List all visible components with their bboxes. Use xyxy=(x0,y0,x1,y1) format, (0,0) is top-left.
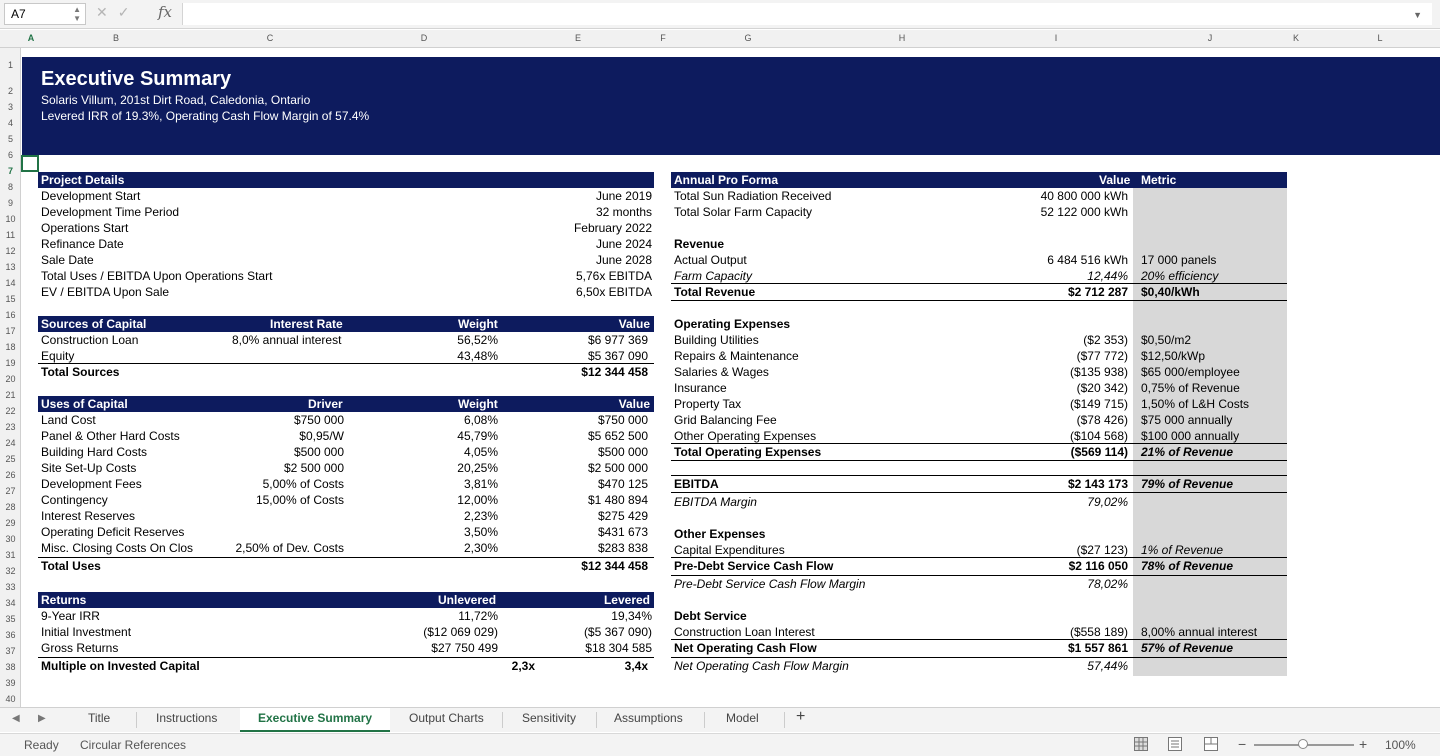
status-bar xyxy=(0,733,1440,756)
proforma-metric: $100 000 annually xyxy=(1141,429,1240,443)
tab-output-charts[interactable]: Output Charts xyxy=(409,711,484,725)
proforma-value: 57,44% xyxy=(1087,659,1128,673)
proforma-metric: 79% of Revenue xyxy=(1141,477,1234,491)
netocf-top-rule xyxy=(671,639,1287,640)
return-levered: ($5 367 090) xyxy=(583,625,652,639)
use-label: Development Fees xyxy=(41,477,142,491)
proforma-label: Building Utilities xyxy=(674,333,759,347)
row-header[interactable]: 34 xyxy=(5,598,16,608)
tab-divider xyxy=(784,712,785,728)
row-header[interactable]: 9 xyxy=(7,198,13,208)
row-header[interactable]: 22 xyxy=(5,406,16,416)
column-label: Interest Rate xyxy=(270,317,343,331)
source-value: $5 367 090 xyxy=(587,349,648,363)
proforma-metric: 21% of Revenue xyxy=(1141,445,1234,459)
column-headers xyxy=(0,30,1440,48)
column-header[interactable]: J xyxy=(1207,33,1213,43)
source-label: Construction Loan xyxy=(41,333,139,347)
use-value: $431 673 xyxy=(597,525,648,539)
use-label: Misc. Closing Costs On Clos xyxy=(41,541,193,555)
proforma-section-title: Debt Service xyxy=(674,609,747,623)
use-driver: 15,00% of Costs xyxy=(255,493,344,507)
section-title: Uses of Capital xyxy=(41,397,128,411)
moic-row xyxy=(38,657,654,674)
row-header[interactable]: 7 xyxy=(7,166,13,176)
column-label: Value xyxy=(1099,173,1131,187)
insert-function-icon[interactable]: fx xyxy=(158,3,173,21)
project-detail-label: Sale Date xyxy=(41,253,94,267)
total-uses-row xyxy=(38,557,654,574)
column-label: Weight xyxy=(458,397,498,411)
uses-header xyxy=(38,396,654,412)
row-header[interactable]: 21 xyxy=(5,390,16,400)
proforma-metric: 17 000 panels xyxy=(1141,253,1217,267)
expand-formula-icon[interactable]: ▼ xyxy=(1413,10,1422,20)
row-header[interactable]: 8 xyxy=(7,182,13,192)
row-header[interactable]: 1 xyxy=(7,60,13,70)
tab-executive-summary[interactable]: Executive Summary xyxy=(258,711,373,725)
page-title: Executive Summary xyxy=(41,68,232,90)
tab-model[interactable]: Model xyxy=(726,711,759,725)
column-header[interactable]: L xyxy=(1377,33,1383,43)
row-header[interactable]: 28 xyxy=(5,502,16,512)
column-header[interactable]: G xyxy=(744,33,752,43)
normal-view-icon[interactable] xyxy=(1134,737,1148,754)
tab-divider xyxy=(596,712,597,728)
cancel-icon[interactable]: ✕ xyxy=(96,4,118,20)
proforma-label: Salaries & Wages xyxy=(674,365,769,379)
proforma-value: 12,44% xyxy=(1087,269,1128,283)
moic-levered: 3,4x xyxy=(624,659,648,673)
sources-header xyxy=(38,316,654,332)
source-label: Equity xyxy=(41,349,75,363)
status-ready: Ready xyxy=(24,738,59,752)
proforma-metric: $0,50/m2 xyxy=(1141,333,1192,347)
use-label: Interest Reserves xyxy=(41,509,136,523)
use-driver: $750 000 xyxy=(293,413,344,427)
add-sheet-icon[interactable]: + xyxy=(796,708,806,725)
row-header[interactable]: 3 xyxy=(7,102,13,112)
selected-cell[interactable] xyxy=(21,155,39,172)
row-header[interactable]: 17 xyxy=(5,326,16,336)
row-header[interactable]: 19 xyxy=(5,358,16,368)
use-value: $500 000 xyxy=(597,445,648,459)
proforma-label: Net Operating Cash Flow Margin xyxy=(674,659,849,673)
total-value: $12 344 458 xyxy=(581,559,648,573)
total-rule xyxy=(671,443,1287,444)
return-label: Initial Investment xyxy=(41,625,132,639)
proforma-label: Actual Output xyxy=(674,253,747,267)
total-label: Total Uses xyxy=(41,559,101,573)
opex-bottom-rule xyxy=(671,460,1287,461)
return-unlevered: ($12 069 029) xyxy=(423,625,498,639)
proforma-value: $1 557 861 xyxy=(1067,641,1128,655)
proforma-label: Construction Loan Interest xyxy=(674,625,815,639)
total-sources-row xyxy=(38,363,654,380)
proforma-header xyxy=(671,172,1287,188)
return-label: 9-Year IRR xyxy=(41,609,100,623)
returns-header xyxy=(38,592,654,608)
proforma-value: ($104 568) xyxy=(1069,429,1128,443)
column-header[interactable]: F xyxy=(660,33,666,43)
proforma-value: 52 122 000 kWh xyxy=(1040,205,1128,219)
row-header[interactable]: 10 xyxy=(5,214,16,224)
row-header[interactable]: 26 xyxy=(5,470,16,480)
ebitda-bottom-rule xyxy=(671,492,1287,493)
proforma-value: ($20 342) xyxy=(1076,381,1128,395)
total-rule xyxy=(671,475,1287,476)
tab-divider xyxy=(704,712,705,728)
capex-rule xyxy=(671,575,1287,576)
row-header[interactable]: 20 xyxy=(5,374,16,384)
use-weight: 6,08% xyxy=(463,413,498,427)
row-headers xyxy=(0,48,21,708)
proforma-label: Total Operating Expenses xyxy=(674,445,822,459)
proforma-metric: 20% efficiency xyxy=(1141,269,1219,283)
proforma-metric: 57% of Revenue xyxy=(1141,641,1234,655)
zoom-level[interactable]: 100% xyxy=(1385,738,1416,752)
row-header[interactable]: 23 xyxy=(5,422,16,432)
predebt-rule xyxy=(671,557,1287,558)
use-label: Land Cost xyxy=(41,413,96,427)
column-header[interactable]: K xyxy=(1292,33,1300,43)
proforma-value: ($2 353) xyxy=(1083,333,1128,347)
section-title: Annual Pro Forma xyxy=(674,173,779,187)
formula-input[interactable] xyxy=(182,3,1432,25)
proforma-metric: 8,00% annual interest xyxy=(1141,625,1258,639)
proforma-value: ($135 938) xyxy=(1069,365,1128,379)
project-detail-value: 32 months xyxy=(595,205,652,219)
proforma-metric: $65 000/employee xyxy=(1141,365,1240,379)
proforma-section-title: Other Expenses xyxy=(674,527,766,541)
prev-sheet-icon[interactable]: ◀ xyxy=(12,713,20,724)
use-driver: $500 000 xyxy=(293,445,344,459)
total-rule xyxy=(671,283,1287,284)
tab-assumptions[interactable]: Assumptions xyxy=(614,711,683,725)
use-value: $1 480 894 xyxy=(587,493,648,507)
proforma-label: Repairs & Maintenance xyxy=(674,349,799,363)
use-value: $5 652 500 xyxy=(587,429,648,443)
use-value: $750 000 xyxy=(597,413,648,427)
use-label: Contingency xyxy=(41,493,108,507)
column-header[interactable]: D xyxy=(420,33,428,43)
project-detail-value: February 2022 xyxy=(573,221,652,235)
proforma-metric: 78% of Revenue xyxy=(1141,559,1234,573)
proforma-label: Pre-Debt Service Cash Flow Margin xyxy=(674,577,866,591)
row-header[interactable]: 39 xyxy=(5,678,16,688)
use-weight: 3,50% xyxy=(463,525,498,539)
source-rate: 8,0% annual interest xyxy=(232,333,342,347)
section-title: Returns xyxy=(41,593,87,607)
revenue-bottom-rule xyxy=(671,300,1287,301)
tab-title[interactable]: Title xyxy=(88,711,111,725)
proforma-label: Farm Capacity xyxy=(674,269,753,283)
project-details-header xyxy=(38,172,654,188)
row-header[interactable]: 18 xyxy=(5,342,16,352)
column-label: Driver xyxy=(308,397,343,411)
page-layout-icon[interactable] xyxy=(1168,737,1182,754)
use-value: $470 125 xyxy=(597,477,648,491)
proforma-metric: $75 000 annually xyxy=(1141,413,1233,427)
proforma-label: Pre-Debt Service Cash Flow xyxy=(674,559,834,573)
project-detail-label: Development Start xyxy=(41,189,141,203)
row-header[interactable]: 31 xyxy=(5,550,16,560)
column-header[interactable]: E xyxy=(574,33,582,43)
use-weight: 20,25% xyxy=(457,461,498,475)
use-driver: $2 500 000 xyxy=(283,461,344,475)
summary-banner xyxy=(22,57,1440,155)
cell-reference: A7 xyxy=(11,7,26,21)
formula-bar xyxy=(0,0,1440,29)
return-levered: 19,34% xyxy=(611,609,652,623)
tab-divider xyxy=(136,712,137,728)
use-driver: 5,00% of Costs xyxy=(262,477,344,491)
row-header[interactable]: 36 xyxy=(5,630,16,640)
column-label: Weight xyxy=(458,317,498,331)
project-detail-value: June 2024 xyxy=(595,237,652,251)
row-header[interactable]: 30 xyxy=(5,534,16,544)
proforma-value: ($149 715) xyxy=(1069,397,1128,411)
use-driver: 2,50% of Dev. Costs xyxy=(235,541,344,555)
use-driver: $0,95/W xyxy=(299,429,344,443)
row-header[interactable]: 6 xyxy=(7,150,13,160)
row-header[interactable]: 40 xyxy=(5,694,16,704)
project-detail-value: June 2028 xyxy=(595,253,652,267)
column-label: Value xyxy=(618,317,650,331)
project-detail-label: EV / EBITDA Upon Sale xyxy=(41,285,170,299)
return-unlevered: 11,72% xyxy=(458,609,498,623)
proforma-value: ($558 189) xyxy=(1069,625,1128,639)
proforma-label: Total Revenue xyxy=(674,285,756,299)
use-value: $283 838 xyxy=(597,541,648,555)
proforma-label: Grid Balancing Fee xyxy=(674,413,777,427)
proforma-value: 78,02% xyxy=(1087,577,1128,591)
project-detail-label: Total Uses / EBITDA Upon Operations Start xyxy=(41,269,273,283)
use-label: Panel & Other Hard Costs xyxy=(41,429,180,443)
project-detail-label: Development Time Period xyxy=(41,205,180,219)
use-label: Operating Deficit Reserves xyxy=(41,525,185,539)
proforma-label: EBITDA xyxy=(674,477,719,491)
proforma-metric: 0,75% of Revenue xyxy=(1141,381,1240,395)
confirm-icon[interactable]: ✓ xyxy=(117,4,140,20)
use-value: $275 429 xyxy=(597,509,648,523)
proforma-label: Other Operating Expenses xyxy=(674,429,817,443)
column-label: Levered xyxy=(603,593,650,607)
proforma-metric: $0,40/kWh xyxy=(1141,285,1200,299)
tab-sensitivity[interactable]: Sensitivity xyxy=(522,711,577,725)
proforma-value: 40 800 000 kWh xyxy=(1040,189,1128,203)
source-weight: 56,52% xyxy=(457,333,498,347)
proforma-metric: 1% of Revenue xyxy=(1141,543,1224,557)
tab-instructions[interactable]: Instructions xyxy=(156,711,218,725)
banner-subtitle: Levered IRR of 19.3%, Operating Cash Flow Margin of 57.4% xyxy=(41,109,370,123)
total-label: Total Sources xyxy=(41,365,120,379)
section-title: Sources of Capital xyxy=(41,317,147,331)
row-header[interactable]: 2 xyxy=(7,86,13,96)
section-title: Project Details xyxy=(41,173,125,187)
proforma-value: $2 116 050 xyxy=(1068,559,1128,573)
use-weight: 3,81% xyxy=(463,477,498,491)
zoom-out-icon[interactable]: − xyxy=(1238,736,1247,752)
project-detail-label: Refinance Date xyxy=(41,237,124,251)
proforma-section-title: Operating Expenses xyxy=(674,317,791,331)
column-header[interactable]: A xyxy=(27,33,35,43)
source-weight: 43,48% xyxy=(457,349,498,363)
total-label: Multiple on Invested Capital xyxy=(41,659,200,673)
row-header[interactable]: 13 xyxy=(5,262,16,272)
column-header[interactable]: C xyxy=(266,33,274,43)
row-header[interactable]: 35 xyxy=(5,614,16,624)
project-detail-value: 5,76x EBITDA xyxy=(575,269,652,283)
moic-unlevered: 2,3x xyxy=(511,659,535,673)
row-header[interactable]: 27 xyxy=(5,486,16,496)
proforma-metric: 1,50% of L&H Costs xyxy=(1141,397,1250,411)
proforma-value: ($569 114) xyxy=(1070,445,1128,459)
proforma-label: Property Tax xyxy=(674,397,742,411)
use-weight: 2,30% xyxy=(463,541,498,555)
proforma-metric: $12,50/kWp xyxy=(1141,349,1206,363)
row-header[interactable]: 11 xyxy=(5,230,16,240)
status-circular-references[interactable]: Circular References xyxy=(80,738,187,752)
row-header[interactable]: 14 xyxy=(5,278,16,288)
row-header[interactable]: 4 xyxy=(7,118,13,128)
use-label: Building Hard Costs xyxy=(41,445,148,459)
proforma-value: $2 712 287 xyxy=(1067,285,1128,299)
name-box[interactable] xyxy=(4,3,86,25)
row-header[interactable]: 25 xyxy=(5,454,16,464)
proforma-section-title: Revenue xyxy=(674,237,725,251)
proforma-label: Net Operating Cash Flow xyxy=(674,641,817,655)
proforma-value: ($77 772) xyxy=(1076,349,1128,363)
use-weight: 2,23% xyxy=(463,509,498,523)
row-header[interactable]: 24 xyxy=(5,438,16,448)
row-header[interactable]: 29 xyxy=(5,518,16,528)
formula-buttons xyxy=(96,4,139,21)
proforma-value: ($78 426) xyxy=(1076,413,1128,427)
zoom-in-icon[interactable]: + xyxy=(1359,736,1368,752)
proforma-label: EBITDA Margin xyxy=(674,495,757,509)
tab-divider xyxy=(502,712,503,728)
row-header[interactable]: 16 xyxy=(5,310,16,320)
use-weight: 45,79% xyxy=(457,429,498,443)
return-levered: $18 304 585 xyxy=(585,641,652,655)
next-sheet-icon[interactable]: ▶ xyxy=(38,713,46,724)
row-header[interactable]: 5 xyxy=(7,134,13,144)
proforma-label: Capital Expenditures xyxy=(674,543,785,557)
source-value: $6 977 369 xyxy=(587,333,648,347)
use-label: Site Set-Up Costs xyxy=(41,461,137,475)
proforma-label: Insurance xyxy=(674,381,727,395)
return-label: Gross Returns xyxy=(41,641,119,655)
page-break-icon[interactable] xyxy=(1204,737,1218,754)
sheet-tab-bar xyxy=(0,707,1440,732)
proforma-value: 79,02% xyxy=(1087,495,1128,509)
use-weight: 4,05% xyxy=(463,445,498,459)
return-unlevered: $27 750 499 xyxy=(431,641,498,655)
row-header[interactable]: 12 xyxy=(5,246,16,256)
use-weight: 12,00% xyxy=(457,493,498,507)
column-header[interactable]: B xyxy=(112,33,120,43)
proforma-value: 6 484 516 kWh xyxy=(1047,253,1128,267)
proforma-value: $2 143 173 xyxy=(1067,477,1128,491)
row-header[interactable]: 32 xyxy=(5,566,16,576)
column-header[interactable]: I xyxy=(1054,33,1058,43)
proforma-value: ($27 123) xyxy=(1076,543,1128,557)
proforma-label: Total Sun Radiation Received xyxy=(674,189,832,203)
row-header[interactable]: 38 xyxy=(5,662,16,672)
column-label: Unlevered xyxy=(438,593,497,607)
project-detail-value: June 2019 xyxy=(595,189,652,203)
total-value: $12 344 458 xyxy=(581,365,648,379)
project-detail-label: Operations Start xyxy=(41,221,129,235)
project-address: Solaris Villum, 201st Dirt Road, Caledonia, Ontario xyxy=(41,93,311,107)
column-header[interactable]: H xyxy=(898,33,906,43)
column-label: Metric xyxy=(1141,173,1177,187)
netocf-rule xyxy=(671,657,1287,658)
name-box-stepper-icon[interactable]: ▲ ▼ xyxy=(73,5,81,23)
column-label: Value xyxy=(618,397,650,411)
proforma-label: Total Solar Farm Capacity xyxy=(674,205,813,219)
project-detail-value: 6,50x EBITDA xyxy=(575,285,652,299)
row-header[interactable]: 33 xyxy=(5,582,16,592)
zoom-slider-handle[interactable] xyxy=(1298,739,1308,749)
row-header[interactable]: 15 xyxy=(5,294,16,304)
use-value: $2 500 000 xyxy=(587,461,648,475)
row-header[interactable]: 37 xyxy=(5,646,16,656)
